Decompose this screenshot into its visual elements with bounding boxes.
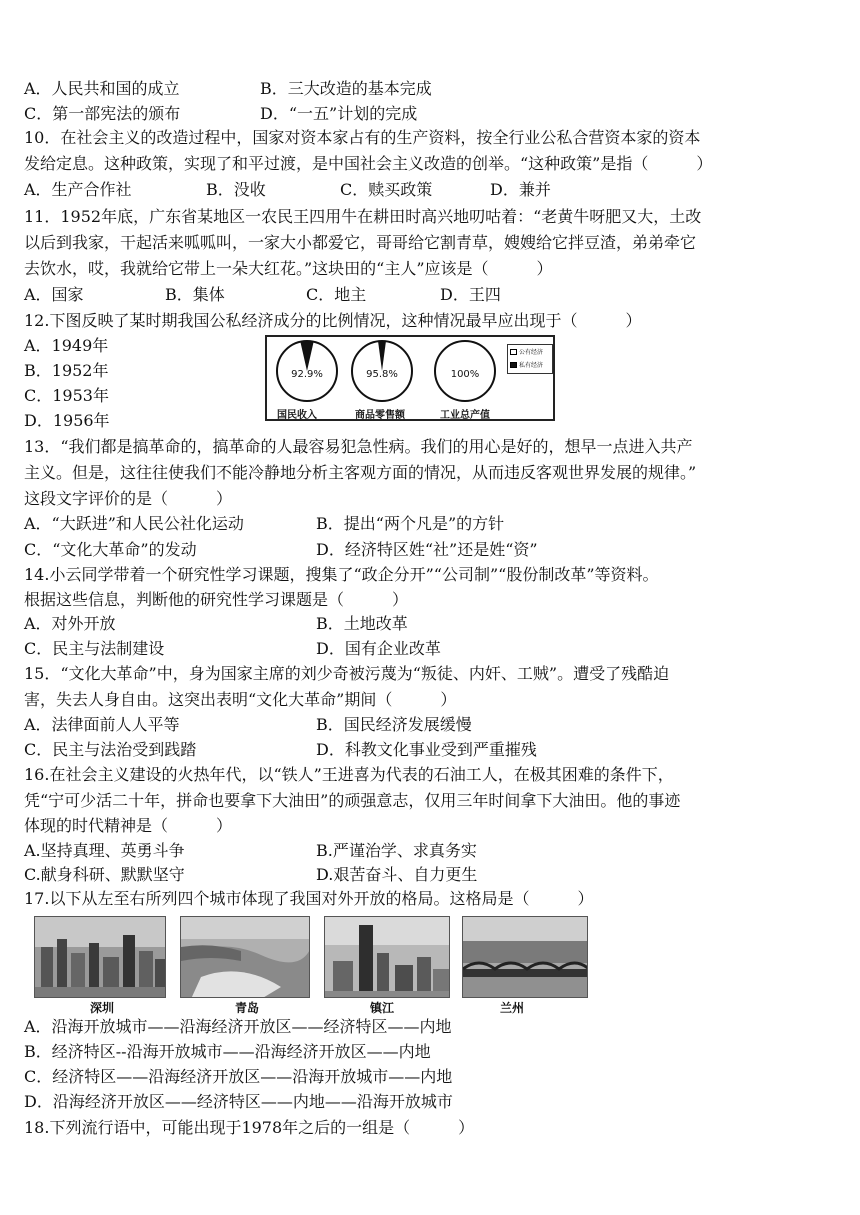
- q14-option-b[interactable]: B．土地改革: [316, 614, 408, 633]
- q12-stem-line1: 12.下图反映了某时期我国公私经济成分的比例情况，这种情况最早应出现于（ ）: [24, 311, 642, 330]
- q15-option-b[interactable]: B．国民经济发展缓慢: [316, 715, 472, 734]
- q10-option-c[interactable]: C．赎买政策: [340, 180, 433, 199]
- q17-option-c[interactable]: C．经济特区——沿海经济开放区——沿海开放城市——内地: [24, 1067, 453, 1086]
- q10-option-d[interactable]: D．兼并: [490, 180, 551, 199]
- q10-option-a[interactable]: A．生产合作社: [24, 180, 132, 199]
- q11-stem-line3: 去饮水，哎，我就给它带上一朵大红花。”这块田的“主人”应该是（ ）: [24, 259, 553, 278]
- q13-option-c[interactable]: C．“文化大革命”的发动: [24, 540, 197, 559]
- legend-swatch-public: [510, 349, 517, 355]
- legend-swatch-private: [510, 362, 517, 368]
- pie-label-national-income: 国民收入: [277, 410, 317, 421]
- q11-option-a[interactable]: A．国家: [24, 285, 84, 304]
- q16-stem-line3: 体现的时代精神是（ ）: [24, 816, 233, 835]
- q15-stem-line1: 15．“文化大革命”中，身为国家主席的刘少奇被污蔑为“叛徒、内奸、工贼”。遭受了残酷迫: [24, 664, 670, 683]
- q17-stem-line1: 17.以下从左至右所列四个城市体现了我国对外开放的格局。这格局是（ ）: [24, 889, 594, 908]
- q16-option-b[interactable]: B.严谨治学、求真务实: [316, 841, 477, 860]
- q13-stem-line1: 13．“我们都是搞革命的，搞革命的人最容易犯急性病。我们的用心是好的，想早一点进入共产: [24, 437, 693, 456]
- q14-stem-line1: 14.小云同学带着一个研究性学习课题，搜集了“政企分开”“公司制”“股份制改革”等资料。: [24, 565, 659, 584]
- photo-shenzhen: [34, 916, 166, 998]
- q10-option-b[interactable]: B．没收: [206, 180, 266, 199]
- q9-option-c[interactable]: C．第一部宪法的颁布: [24, 104, 181, 123]
- q11-option-d[interactable]: D．王四: [440, 285, 501, 304]
- q15-stem-line2: 害，失去人身自由。这突出表明“文化大革命”期间（ ）: [24, 690, 457, 709]
- city-label-qingdao: 青岛: [235, 1001, 260, 1015]
- photo-lanzhou: [462, 916, 588, 998]
- q12-option-d[interactable]: D．1956年: [24, 411, 110, 430]
- pie-legend: [507, 344, 553, 374]
- q14-option-c[interactable]: C．民主与法制建设: [24, 639, 165, 658]
- legend-item-private: 私有经济: [508, 358, 552, 371]
- pie-value-label-2: 100%: [450, 369, 480, 380]
- q16-option-c[interactable]: C.献身科研、默默坚守: [24, 865, 185, 884]
- q16-stem-line2: 凭“宁可少活二十年，拼命也要拿下大油田”的顽强意志，仅用三年时间拿下大油田。他的事迹: [24, 791, 681, 810]
- q13-option-d[interactable]: D．经济特区姓“社”还是姓“资”: [316, 540, 538, 559]
- pie-label-industrial-output: 工业总产值: [440, 410, 490, 421]
- city-label-lanzhou: 兰州: [500, 1001, 525, 1015]
- q15-option-c[interactable]: C．民主与法治受到践踏: [24, 740, 197, 759]
- q16-option-a[interactable]: A.坚持真理、英勇斗争: [24, 841, 185, 860]
- q12-option-b[interactable]: B．1952年: [24, 361, 109, 380]
- q13-option-a[interactable]: A．“大跃进”和人民公社化运动: [24, 514, 244, 533]
- pie-value-label-0: 92.9%: [291, 369, 323, 380]
- q11-option-b[interactable]: B．集体: [165, 285, 225, 304]
- city-label-zhenjiang: 镇江: [370, 1001, 395, 1015]
- q9-option-d[interactable]: D．“一五”计划的完成: [260, 104, 418, 123]
- q11-stem-line1: 11．1952年底，广东省某地区一农民王四用牛在耕田时高兴地叨咕着：“老黄牛呀肥又大，土改: [24, 207, 702, 226]
- photo-zhenjiang: [324, 916, 450, 998]
- q9-option-a[interactable]: A．人民共和国的成立: [24, 79, 180, 98]
- q9-option-b[interactable]: B．三大改造的基本完成: [260, 79, 432, 98]
- q17-option-b[interactable]: B．经济特区--沿海开放城市——沿海经济开放区——内地: [24, 1042, 431, 1061]
- q14-option-a[interactable]: A．对外开放: [24, 614, 116, 633]
- q10-stem-line1: 10．在社会主义的改造过程中，国家对资本家占有的生产资料，按全行业公私合营资本家的资本: [24, 128, 701, 147]
- q14-stem-line2: 根据这些信息，判断他的研究性学习课题是（ ）: [24, 590, 409, 609]
- q16-stem-line1: 16.在社会主义建设的火热年代，以“铁人”王进喜为代表的石油工人，在极其困难的条件下，: [24, 765, 674, 784]
- legend-item-public: 公有经济: [508, 345, 552, 358]
- q13-stem-line2: 主义。但是，这往往使我们不能冷静地分析主客观方面的情况，从而违反客观世界发展的规律。”: [24, 463, 697, 482]
- city-label-shenzhen: 深圳: [90, 1001, 115, 1015]
- q16-option-d[interactable]: D.艰苦奋斗、自力更生: [316, 865, 478, 884]
- q13-stem-line3: 这段文字评价的是（ ）: [24, 489, 233, 508]
- pie-chart-figure: [265, 335, 555, 421]
- q17-option-d[interactable]: D．沿海经济开放区——经济特区——内地——沿海开放城市: [24, 1092, 453, 1111]
- q13-option-b[interactable]: B．提出“两个凡是”的方针: [316, 514, 505, 533]
- q10-stem-line2: 发给定息。这种政策，实现了和平过渡，是中国社会主义改造的创举。“这种政策”是指（ ）: [24, 154, 713, 173]
- q12-option-c[interactable]: C．1953年: [24, 386, 109, 405]
- q12-option-a[interactable]: A．1949年: [24, 336, 109, 355]
- q11-option-c[interactable]: C．地主: [306, 285, 367, 304]
- pie-label-retail-sales: 商品零售额: [355, 410, 405, 421]
- q17-option-a[interactable]: A．沿海开放城市——沿海经济开放区——经济特区——内地: [24, 1017, 452, 1036]
- q18-stem-line1: 18.下列流行语中，可能出现于1978年之后的一组是（ ）: [24, 1118, 475, 1137]
- q11-stem-line2: 以后到我家，干起活来呱呱叫，一家大小都爱它，哥哥给它割青草，嫂嫂给它拌豆渣，弟弟牵它: [24, 233, 697, 252]
- photo-qingdao: [180, 916, 310, 998]
- q14-option-d[interactable]: D．国有企业改革: [316, 639, 441, 658]
- q15-option-d[interactable]: D．科教文化事业受到严重摧残: [316, 740, 537, 759]
- pie-value-label-1: 95.8%: [366, 369, 398, 380]
- q15-option-a[interactable]: A．法律面前人人平等: [24, 715, 180, 734]
